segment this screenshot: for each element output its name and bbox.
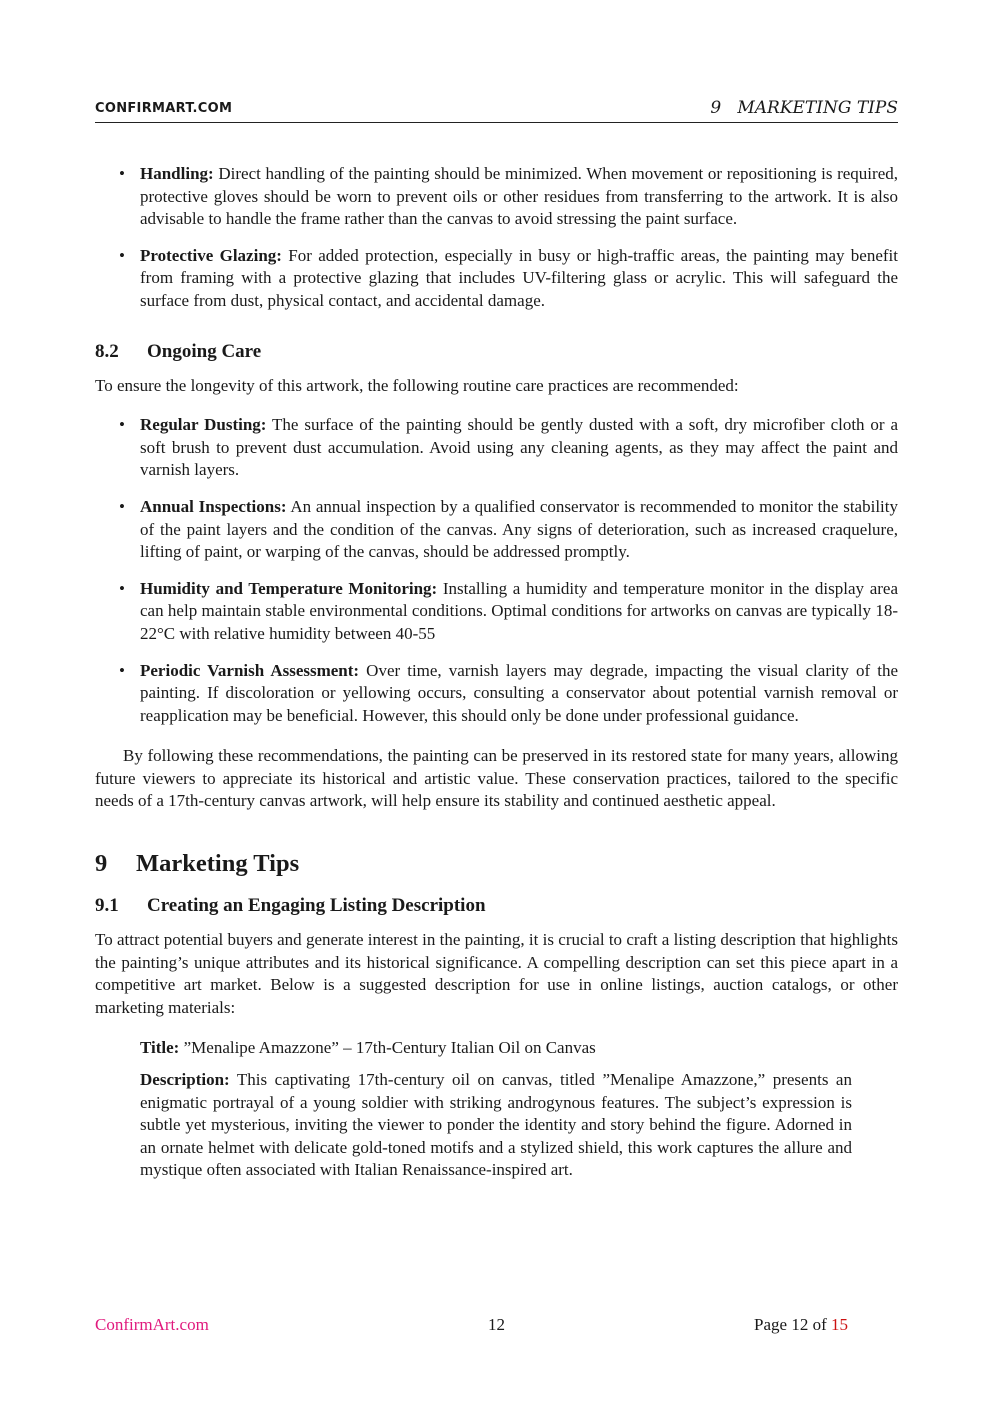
listing-description-text: This captivating 17th-century oil on canvas, titled ”Menalipe Amazzone,” presents an enigmatic portrayal of a young soldier with striking androgynous features. The subject’s expression is subtle yet mysterious, inviting the viewer to ponder the identity and story behind the figure. Adorned in an ornate helmet with delicate gold-toned motifs and a stylized shield, this work captures the allure and mystique often associated with Italian Renaissance-inspired art. [140,1070,852,1180]
list-item [95,163,898,231]
section-intro: To attract potential buyers and generate interest in the painting, it is crucial to craft a listing description that highlights the painting’s unique attributes and its historical significance. A compelling description can set this piece apart in a competitive art market. Below is a suggested description for use in online listings, auction catalogs, or other marketing materials: [95,930,898,1017]
list-item-term: Humidity and Temperature Monitoring: [140,578,438,598]
list-item-term: Handling: [140,164,214,183]
section-number: 9 [95,850,108,878]
list-item-term: Protective Glazing: [140,245,282,265]
section-title: Marketing Tips [136,850,300,878]
running-head: 9 MARKETING TIPS [710,98,898,118]
ongoing-care-list [95,414,898,727]
list-item [95,496,898,564]
list-item-text: Installing a humidity and temperature monitor in the display area can help maintain stable environmental conditions. Optimal conditions for artworks on canvas are typically 18-22°C with relative humidity between 40-55 [140,578,899,643]
listing-description [140,1069,852,1182]
list-item-text: Over time, varnish layers may degrade, impacting the visual clarity of the painting. If discoloration or yellowing occurs, consulting a conservator about potential varnish removal or reapplication may be beneficial. However, this should only be done under professional guidance. [140,660,898,725]
list-item [95,414,898,482]
footer-page-count [754,1315,848,1335]
list-item [95,245,898,313]
listing-title-label: Title: [140,1038,180,1058]
page-content [95,163,898,1182]
section-heading-9-1 [95,893,898,919]
list-item-term: Regular Dusting: [140,415,267,435]
footer-site-link[interactable]: ConfirmArt.com [95,1315,209,1334]
section-heading-8-2 [95,339,898,365]
footer-page-number: 12 [488,1315,505,1334]
list-item-text: For added protection, especially in busy or high-traffic areas, the painting may benefit from framing with a protective glazing that includes UV-filtering glass or acrylic. This will safeguard the surface from dust, physical contact, and accidental damage. [140,245,899,310]
section-heading-9 [95,849,898,879]
list-item-term: Annual Inspections: [140,496,287,516]
page-footer [95,1315,848,1339]
list-item [95,660,898,728]
list-item-text: An annual inspection by a qualified conservator is recommended to monitor the stability of the paint layers and the condition of the canvas. Any signs of deterioration, such as increased craquelure, lifting of paint, or warping of the canvas, should be addressed promptly. [140,496,899,562]
list-item-text: Direct handling of the painting should be minimized. When movement or repositioning is required, protective gloves should be worn to prevent oils or other residues from transferring to the artwork. It is also advisable to handle the frame rather than the canvas to avoid stressing the paint surface. [140,164,898,229]
site-logo: CONFIRMART.COM [95,101,233,116]
section-title: Ongoing Care [147,340,262,362]
list-item-term: Periodic Varnish Assessment: [140,660,360,680]
section-number: 9.1 [95,895,119,917]
list-item-text: The surface of the painting should be gently dusted with a soft, dry microfiber cloth or a soft brush to prevent dust accumulation. Avoid using any cleaning agents, as they may affect the paint and varnish layers. [140,415,899,480]
section-number: 8.2 [95,340,119,362]
page-header [95,98,898,123]
closing-paragraph: By following these recommendations, the painting can be preserved in its restored state for many years, allowing future viewers to appreciate its historical and artistic value. These conservation practices, tailored to the specific needs of a 17th-century canvas artwork, will help ensure its stability and continued aesthetic appeal. [95,746,898,811]
page-count-prefix: Page 12 of [754,1315,827,1334]
section-title: Creating an Engaging Listing Description [147,895,486,917]
list-item [95,578,898,646]
care-list-top [95,163,898,313]
section-intro: To ensure the longevity of this artwork, the following routine care practices are recommended: [95,375,739,395]
listing-description-label: Description: [140,1070,230,1090]
listing-quote [140,1037,852,1182]
page-count-total[interactable]: 15 [831,1315,848,1334]
listing-title [140,1037,852,1060]
listing-title-text: ”Menalipe Amazzone” – 17th-Century Italian Oil on Canvas [183,1038,596,1058]
